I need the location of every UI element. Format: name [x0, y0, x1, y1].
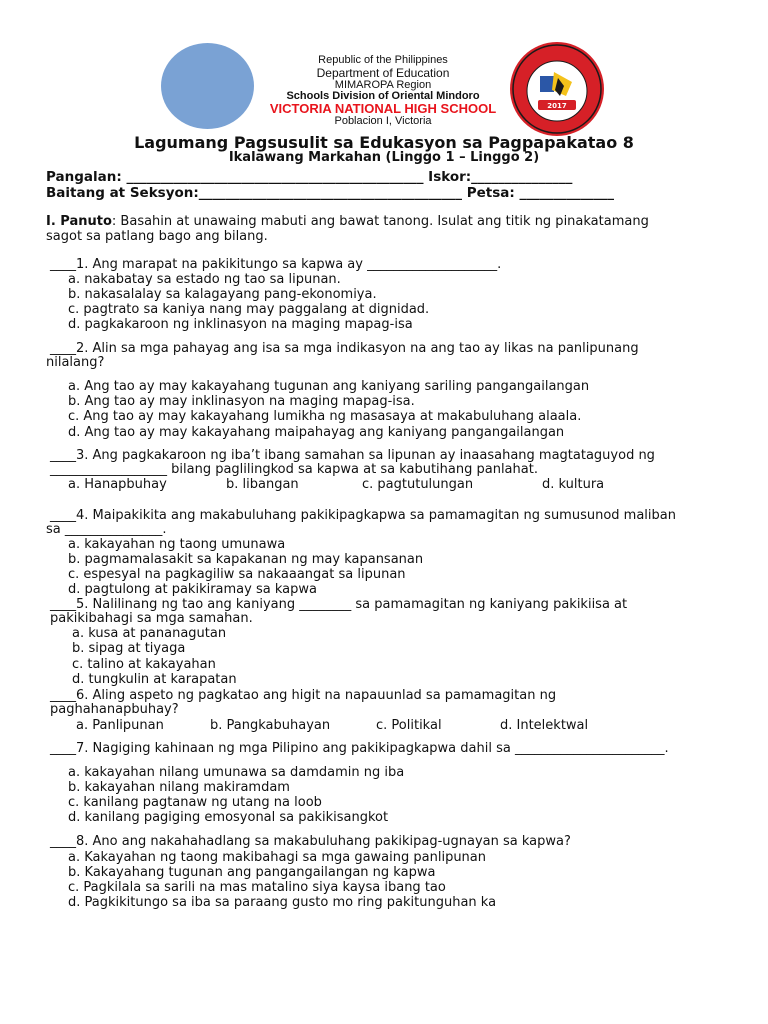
department-line: Department of Education — [316, 66, 450, 80]
q5-choice-b: b. sipag at tiyaga — [72, 641, 186, 656]
instructions-line-1 — [46, 214, 649, 229]
q7-choice-a: a. kakayahan nilang umunawa sa damdamin ng iba — [68, 765, 405, 780]
q1-choice-b: b. nakasalalay sa kalagayang pang-ekonomiya. — [68, 287, 377, 302]
name-score-field[interactable]: Pangalan: ____________________________________________ Iskor:_______________ — [46, 169, 573, 185]
q6-choice-c: c. Politikal — [376, 718, 442, 733]
q2-choice-a: a. Ang tao ay may kakayahang tugunan ang kaniyang sariling pangangailangan — [68, 379, 590, 394]
q8-choice-b: b. Kakayahang tugunan ang pangangailangan ng kapwa — [68, 865, 436, 880]
seal-emblem-blue — [540, 76, 554, 92]
q3-stem-2: __________________ bilang paglilingkod sa kapwa at sa kabutihang panlahat. — [50, 462, 538, 477]
instructions-label: I. Panuto — [46, 214, 112, 229]
q6-choice-a: a. Panlipunan — [76, 718, 164, 733]
q6-choice-d: d. Intelektwal — [500, 718, 589, 733]
q4-choice-c: c. espesyal na pagkagiliw sa nakaaangat sa lipunan — [68, 567, 406, 582]
q2-stem-1: ____2. Alin sa mga pahayag ang isa sa mga indikasyon na ang tao ay likas na panlipunang — [50, 341, 639, 356]
q4-choice-b: b. pagmamalasakit sa kapakanan ng may kapansanan — [68, 552, 424, 567]
q6-stem-1: ____6. Aling aspeto ng pagkatao ang higit na napauunlad sa pamamagitan ng — [50, 688, 557, 703]
q6-stem-2: paghahanapbuhay? — [50, 702, 179, 717]
seal-year: 2017 — [547, 102, 567, 110]
instructions-text: : Basahin at unawaing mabuti ang bawat tanong. Isulat ang titik ng pinakatamang — [111, 214, 649, 229]
republic-line: Republic of the Philippines — [318, 54, 448, 66]
q1-stem: ____1. Ang marapat na pakikitungo sa kapwa ay ____________________. — [50, 257, 502, 272]
q8-choice-c: c. Pagkilala sa sarili na mas matalino siya kaysa ibang tao — [68, 880, 446, 895]
q4-choice-d: d. pagtulong at pakikiramay sa kapwa — [68, 582, 317, 597]
q2-choice-b: b. Ang tao ay may inklinasyon na maging mapag-isa. — [68, 394, 415, 409]
q3-choice-d: d. kultura — [542, 477, 605, 492]
q4-stem-1: ____4. Maipakikita ang makabuluhang pakikipagkapwa sa pamamagitan ng sumusunod maliban — [50, 508, 676, 523]
q3-stem-1: ____3. Ang pagkakaroon ng iba’t ibang samahan sa lipunan ay inaasahang magtataguyod ng — [50, 448, 655, 463]
q1-choice-d: d. pagkakaroon ng inklinasyon na maging mapag-isa — [68, 317, 413, 332]
q8-stem: ____8. Ano ang nakahahadlang sa makabuluhang pakikipag-ugnayan sa kapwa? — [50, 834, 571, 849]
q7-stem: ____7. Nagiging kahinaan ng mga Pilipino ang pakikipagkapwa dahil sa _______________________. — [50, 741, 669, 756]
q3-choice-a: a. Hanapbuhay — [68, 477, 167, 492]
school-name: VICTORIA NATIONAL HIGH SCHOOL — [269, 101, 497, 116]
q7-choice-d: d. kanilang pagiging emosyonal sa pakikisangkot — [68, 810, 389, 825]
q5-stem-1: ____5. Nalilinang ng tao ang kaniyang ________ sa pamamagitan ng kaniyang pakikiisa at — [50, 597, 628, 612]
q2-choice-d: d. Ang tao ay may kakayahang maipahayag ang kaniyang pangangailangan — [68, 425, 565, 440]
q3-choice-b: b. libangan — [226, 477, 299, 492]
division-line: Schools Division of Oriental Mindoro — [286, 90, 480, 102]
address-line: Poblacion I, Victoria — [334, 115, 432, 127]
q5-stem-2: pakikibahagi sa mga samahan. — [50, 611, 253, 626]
q2-choice-c: c. Ang tao ay may kakayahang lumikha ng masasaya at makabuluhang alaala. — [68, 409, 582, 424]
q3-choice-c: c. pagtutulungan — [362, 477, 474, 492]
instructions-line-2: sagot sa patlang bago ang bilang. — [46, 229, 268, 244]
q6-choice-b: b. Pangkabuhayan — [210, 718, 331, 733]
section-date-field[interactable]: Baitang at Seksyon:_______________________________________ Petsa: ______________ — [46, 185, 615, 201]
page-title: Lagumang Pagsusulit sa Edukasyon sa Pagpapakatao 8 — [134, 133, 634, 152]
q5-choice-c: c. talino at kakayahan — [72, 657, 216, 672]
q1-choice-c: c. pagtrato sa kaniya nang may paggalang at dignidad. — [68, 302, 430, 317]
q5-choice-a: a. kusa at pananagutan — [72, 626, 227, 641]
region-line: MIMAROPA Region — [334, 79, 432, 91]
q8-choice-a: a. Kakayahan ng taong makibahagi sa mga gawaing panlipunan — [68, 850, 487, 865]
q2-stem-2: nilalang? — [46, 355, 105, 370]
q7-choice-b: b. kakayahan nilang makiramdam — [68, 780, 290, 795]
q8-choice-d: d. Pagkikitungo sa iba sa paraang gusto mo ring pakitunguhan ka — [68, 895, 497, 910]
q1-choice-a: a. nakabatay sa estado ng tao sa lipunan. — [68, 272, 341, 287]
q4-stem-2: sa _______________. — [46, 522, 167, 537]
q5-choice-d: d. tungkulin at karapatan — [72, 672, 237, 687]
q7-choice-c: c. kanilang pagtanaw ng utang na loob — [68, 795, 322, 810]
seal-ring-text: VICTORIA NATIONAL HIGH SCHOOL — [508, 33, 677, 42]
q4-choice-a: a. kakayahan ng taong umunawa — [68, 537, 286, 552]
page-subtitle: Ikalawang Markahan (Linggo 1 – Linggo 2) — [228, 150, 540, 165]
